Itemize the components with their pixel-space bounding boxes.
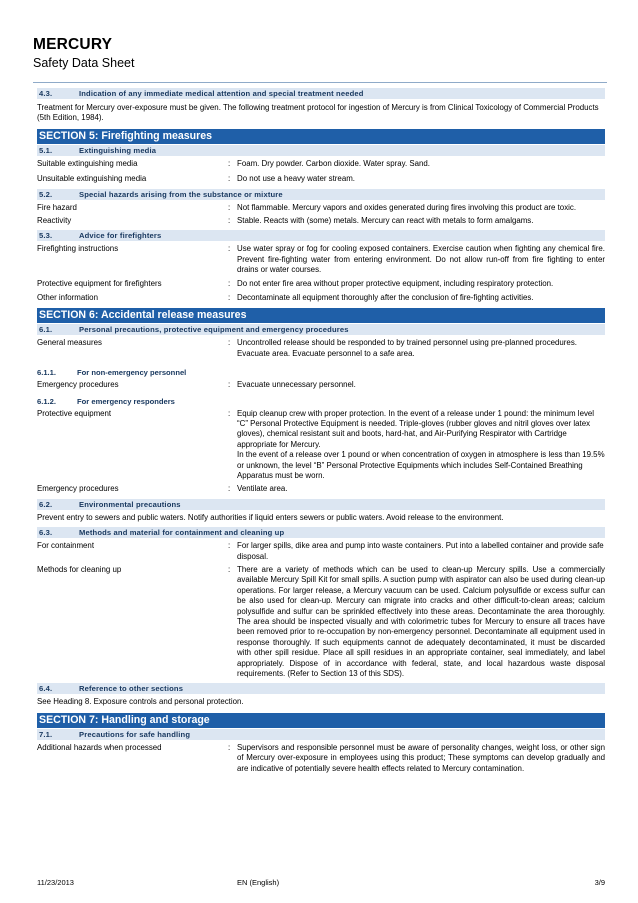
footer-language: EN (English)	[237, 878, 280, 887]
field-row: Unsuitable extinguishing media : Do not use a heavy water stream.	[37, 174, 355, 184]
subsection-text-4-3: Treatment for Mercury over-exposure must be given. The following treatment protocol for ingestion of Mercury is from Clinical Toxicology of Commercial Products (5th Edition, 1984).	[37, 103, 599, 123]
subsection-header-6-2: 6.2. Environmental precautions	[37, 499, 605, 511]
subsection-header-5-2: 5.2. Special hazards arising from the substance or mixture	[37, 189, 605, 201]
section-header-7: SECTION 7: Handling and storage	[37, 713, 605, 728]
subsection-header-5-1: 5.1. Extinguishing media	[37, 145, 605, 157]
section-header-5: SECTION 5: Firefighting measures	[37, 129, 605, 144]
header-divider	[33, 82, 607, 83]
field-row: Reactivity : Stable. Reacts with (some) metals. Mercury can react with metals to form amalgams.	[37, 216, 534, 226]
field-row: Methods for cleaning up : There are a variety of methods which can be used to clean-up Mercury spills. Use a commercially available Mercury Spill Kit for small spills. A suction pump with aspirator can also be used during clean-up operations. For larger release, a Mercury vacuum can be used. Calcium polysulfide or excess sulfur can be also used for clean-up. Mercury can migrate into cracks and other difficult-to-clean areas; calcium polysulfide and sulfur can be sprinkled effectively into these areas. Decontaminate the area thoroughly. The area should be inspected visually and with colorimetric tubes for Mercury to ensure all traces have been removed prior to re-occupation by non-emergency personnel. Decontaminate all equipment used in response thoroughly. If such equipments cannot de adequately decontaminated, it must be discarded with other spill residue. Place all spill residues in an appropriate container, seal immediately, and label appropriately. Dispose of in accordance with federal, state, and local hazardous waste disposal requirements. (Refer to Section 13 of this SDS).	[37, 564, 605, 679]
field-row: Firefighting instructions : Use water spray or fog for cooling exposed containers. Exercise caution when fighting any chemical fire. Prevent fire-fighting water from entering environment. Do not allow run-off from fire fighting to enter drains or water courses.	[37, 244, 605, 275]
subsection-text-6-4: See Heading 8. Exposure controls and personal protection.	[37, 697, 244, 707]
document-title: MERCURY	[33, 36, 113, 53]
footer-page-number: 3/9	[594, 878, 605, 887]
subsection-header-6-1-2: 6.1.2. For emergency responders	[37, 397, 175, 407]
subsection-header-6-1: 6.1. Personal precautions, protective equipment and emergency procedures	[37, 324, 605, 336]
field-row: For containment : For larger spills, dike area and pump into waste containers. Put into a labelled container and provide safe disposal.	[37, 541, 604, 561]
field-row: Other information : Decontaminate all equipment thoroughly after the conclusion of fire-fighting activities.	[37, 293, 534, 303]
footer-date: 11/23/2013	[37, 878, 74, 887]
field-row: Protective equipment for firefighters : Do not enter fire area without proper protective equipment, including respiratory protection.	[37, 278, 554, 288]
field-row: Protective equipment : Equip cleanup crew with proper protection. In the event of a release under 1 pound: the minimum level “C” Personal Protective Equipment is needed. Triple-gloves (rubber gloves and nitril gloves over latex gloves), chemical resistant suit and boots, hard-hat, and Air-Purifying Respirator with Cartridge appropriate for Mercury. In the event of a release over 1 pound or when concentration of oxygen in atmosphere is less than 19.5% or unknown, the level “B” Personal Protective Equipments which includes Self-Contained Breathing Apparatus must be worn.	[37, 408, 605, 480]
subsection-header-7-1: 7.1. Precautions for safe handling	[37, 729, 605, 741]
subsection-header-4-3: 4.3. Indication of any immediate medical attention and special treatment needed	[37, 88, 605, 100]
subsection-header-6-3: 6.3. Methods and material for containment and cleaning up	[37, 527, 605, 539]
field-row: Emergency procedures : Ventilate area.	[37, 484, 288, 494]
field-row: Additional hazards when processed : Supervisors and responsible personnel must be aware of personality changes, weight loss, or other sign of Mercury over-exposure in employees using this product; These symptoms can develop gradually and are indicative of potentially severe health effects related to Mercury contamination.	[37, 742, 605, 773]
subsection-header-6-1-1: 6.1.1. For non-emergency personnel	[37, 368, 187, 378]
document-subtitle: Safety Data Sheet	[33, 56, 135, 70]
section-header-6: SECTION 6: Accidental release measures	[37, 308, 605, 323]
protective-equipment-text-2: In the event of a release over 1 pound or when concentration of oxygen in atmosphere is less than 19.5% or unknown, the level “B” Personal Protective Equipments which includes Self-Contained Breathing Apparatus must be worn.	[237, 450, 605, 480]
subsection-header-6-4: 6.4. Reference to other sections	[37, 683, 605, 695]
field-row: Emergency procedures : Evacuate unnecessary personnel.	[37, 379, 356, 389]
field-row: Suitable extinguishing media : Foam. Dry powder. Carbon dioxide. Water spray. Sand.	[37, 158, 430, 168]
protective-equipment-text: Equip cleanup crew with proper protection. In the event of a release under 1 pound: the minimum level “C” Personal Protective Equipment is needed. Triple-gloves (rubber gloves and nitril gloves over latex gloves), chemical resistant suit and boots, hard-hat, and Air-Purifying Respirator with Cartridge appropriate for Mercury.	[237, 408, 595, 449]
subsection-text-6-2: Prevent entry to sewers and public waters. Notify authorities if liquid enters sewers or public waters. Avoid release to the environment.	[37, 512, 504, 522]
field-row: General measures : Uncontrolled release should be responded to by trained personnel using pre-planned procedures. Evacuate area. Evacuate personnel to a safe area.	[37, 338, 584, 358]
sds-content	[37, 88, 605, 774]
field-row: Fire hazard : Not flammable. Mercury vapors and oxides generated during fires involving this product are toxic.	[37, 202, 577, 212]
subsection-header-5-3: 5.3. Advice for firefighters	[37, 230, 605, 242]
